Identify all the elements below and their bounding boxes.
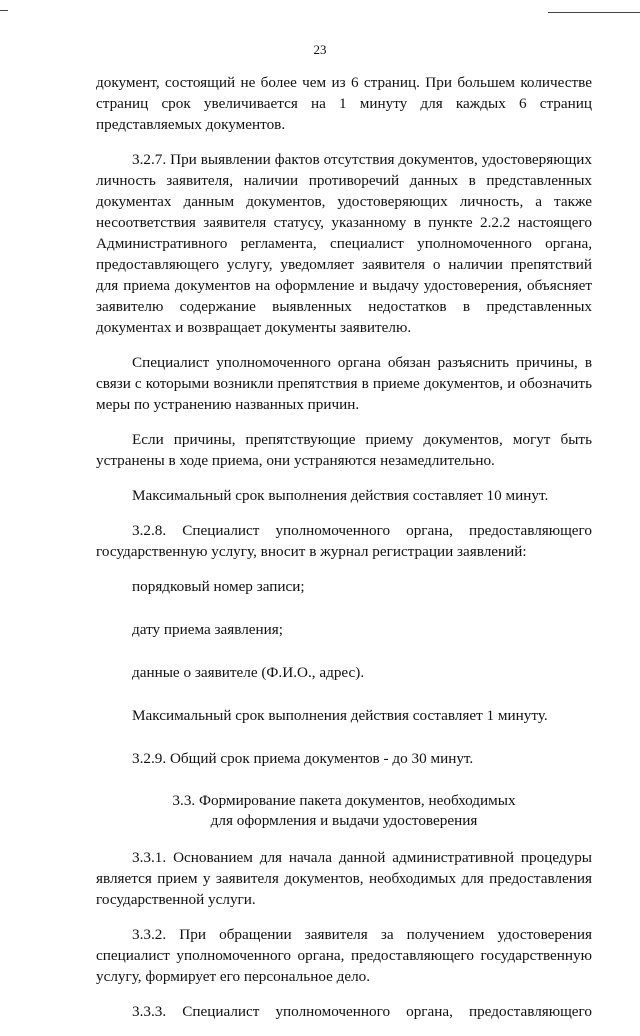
scan-mark-left xyxy=(0,10,8,11)
document-body xyxy=(96,72,592,1036)
paragraph: Специалист уполномоченного органа обязан разъяснить причины, в связи с которыми возникли препятствия в приеме документов, и обозначить меры по устранению названных причин. xyxy=(96,354,592,413)
list-item: дату приема заявления; xyxy=(132,621,284,638)
paragraph: Если причины, препятствующие приему документов, могут быть устранены в ходе приема, они устраняются незамедлительно. xyxy=(96,431,592,469)
paragraph: документ, состоящий не более чем из 6 страниц. При большем количестве страниц срок увеличивается на 1 минуту для каждых 6 страниц представляемых документов. xyxy=(96,74,592,133)
paragraph-3-3-1: 3.3.1. Основанием для начала данной административной процедуры является прием у заявителя документов, необходимых для предоставления государственной услуги. xyxy=(96,849,592,908)
list-item: данные о заявителе (Ф.И.О., адрес). xyxy=(132,664,365,681)
paragraph: Максимальный срок выполнения действия составляет 10 минут. xyxy=(132,487,549,504)
paragraph-3-3-3: 3.3.3. Специалист уполномоченного органа, предоставляющего xyxy=(132,1003,592,1020)
paragraph: Максимальный срок выполнения действия составляет 1 минуту. xyxy=(132,707,548,724)
paragraph-3-3-2: 3.3.2. При обращении заявителя за получением удостоверения специалист уполномоченного органа, предоставляющего государственную услугу, формирует его персональное дело. xyxy=(96,926,592,985)
section-heading xyxy=(96,791,592,831)
scan-mark-right xyxy=(548,12,640,13)
list-item: порядковый номер записи; xyxy=(132,578,305,595)
section-heading-line: 3.3. Формирование пакета документов, необходимых xyxy=(172,792,516,809)
paragraph-3-2-7: 3.2.7. При выявлении фактов отсутствия документов, удостоверяющих личность заявителя, наличии противоречий данных в представленных документах данным документов, удостоверяющих личность, а также несоответствия заявителя статусу, указанному в пункте 2.2.2 настоящего Административного регламента, специалист уполномоченного органа, предоставляющего услугу, уведомляет заявителя о наличии препятствий для приема документов на оформление и выдачу удостоверения, объясняет заявителю содержание выявленных недостатков в представленных документах и возвращает документы заявителю. xyxy=(96,151,592,336)
section-heading-line: для оформления и выдачи удостоверения xyxy=(210,812,478,829)
paragraph-3-2-8: 3.2.8. Специалист уполномоченного органа, предоставляющего государственную услугу, вносит в журнал регистрации заявлений: xyxy=(96,522,592,560)
page-number: 23 xyxy=(313,42,327,57)
paragraph-3-2-9: 3.2.9. Общий срок приема документов - до 30 минут. xyxy=(132,750,474,767)
